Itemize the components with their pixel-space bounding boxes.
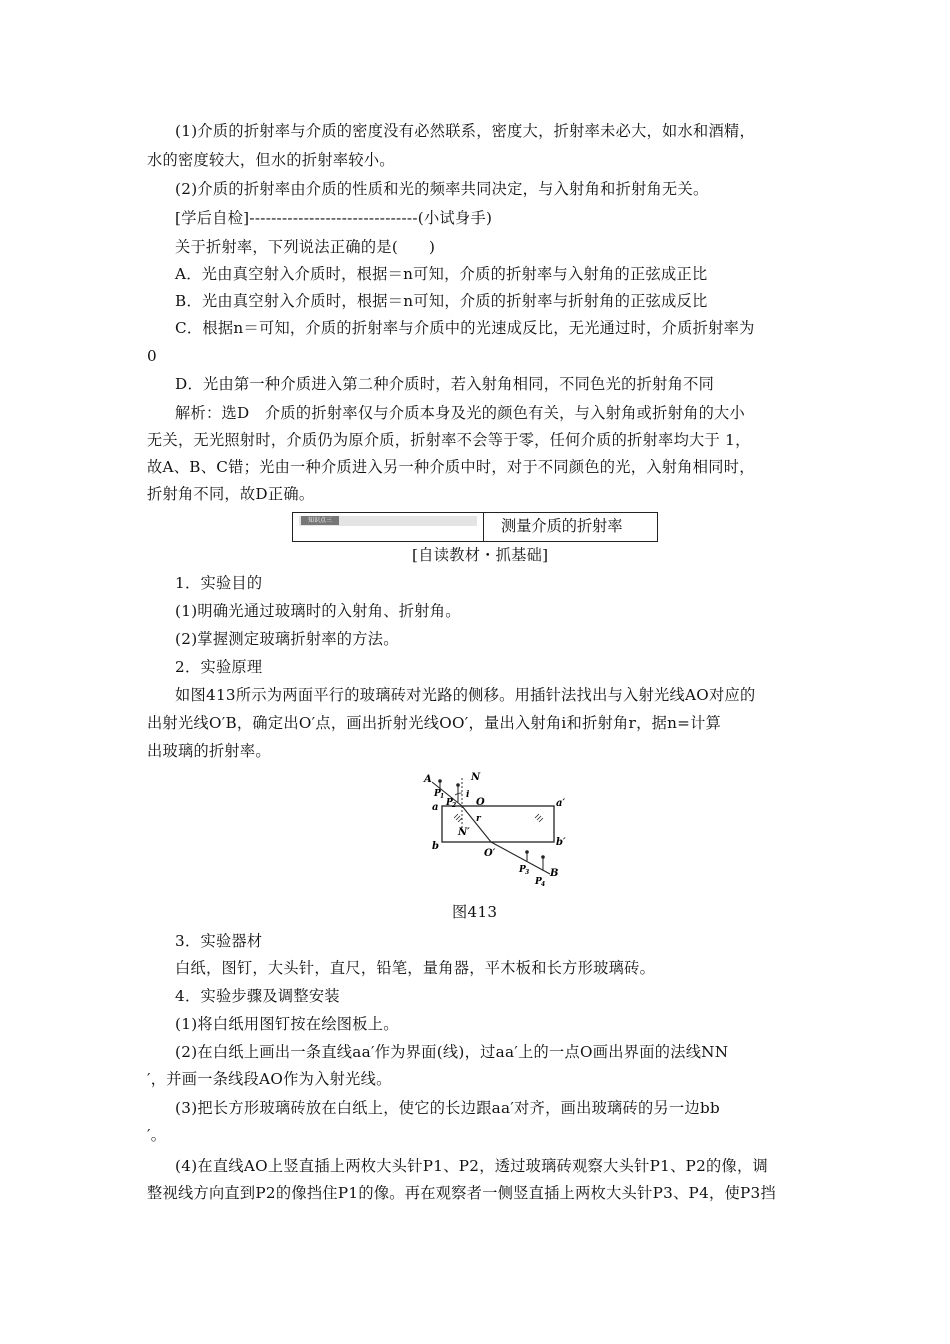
heading-steps: 4．实验步骤及调整安装 bbox=[175, 987, 340, 1005]
label-n-prime: N′ bbox=[458, 827, 470, 838]
question-stem: 关于折射率，下列说法正确的是( ) bbox=[175, 238, 436, 256]
label-n: N bbox=[471, 772, 481, 783]
label-i: i bbox=[466, 790, 470, 800]
label-p2: P bbox=[446, 798, 453, 808]
step-3-line-1: (3)把长方形玻璃砖放在白纸上，使它的长边跟aa′对齐，画出玻璃砖的另一边bb bbox=[175, 1099, 721, 1117]
heading-purpose: 1．实验目的 bbox=[175, 574, 263, 592]
label-a: a bbox=[432, 802, 439, 813]
section-divider bbox=[483, 513, 484, 541]
note-1-line-1: (1)介质的折射率与介质的密度没有必然联系，密度大，折射率未必大，如水和酒精， bbox=[175, 122, 755, 140]
label-p4: P bbox=[535, 877, 542, 887]
label-p1-sub: 1 bbox=[440, 793, 445, 800]
step-2-line-2: ′，并画一条线段AO作为入射光线。 bbox=[147, 1070, 392, 1088]
step-1: (1)将白纸用图钉按在绘图板上。 bbox=[175, 1015, 399, 1033]
label-p4-sub: 4 bbox=[541, 881, 546, 888]
pin-p2-head bbox=[456, 783, 460, 787]
section-title: 测量介质的折射率 bbox=[501, 517, 623, 535]
label-a-point: A bbox=[424, 774, 432, 785]
pin-p1-head bbox=[438, 779, 442, 783]
note-2: (2)介质的折射率由介质的性质和光的频率共同决定，与入射角和折射角无关。 bbox=[175, 180, 709, 198]
refraction-diagram bbox=[418, 770, 578, 890]
answer-line-1: 解析：选D 介质的折射率仅与介质本身及光的颜色有关，与入射角或折射角的大小 bbox=[175, 404, 746, 422]
principle-line-2: 出射光线O′B，确定出O′点，画出折射光线OO′，量出入射角i和折射角r，据n=计算 bbox=[147, 714, 722, 732]
label-p2-sub: 2 bbox=[452, 802, 457, 809]
pin-p4-head bbox=[541, 855, 545, 859]
self-check-header: [学后自检]-------------------------------(小试身手) bbox=[175, 209, 493, 227]
figure-caption: 图413 bbox=[452, 903, 498, 921]
note-1-line-2: 水的密度较大，但水的折射率较小。 bbox=[147, 151, 395, 169]
step-3-line-2: ′。 bbox=[147, 1126, 167, 1144]
label-p3: P bbox=[519, 865, 526, 875]
heading-principle: 2．实验原理 bbox=[175, 658, 263, 676]
purpose-1: (1)明确光通过玻璃时的入射角、折射角。 bbox=[175, 602, 461, 620]
label-p1: P bbox=[434, 789, 441, 799]
label-b-point: B bbox=[550, 868, 559, 879]
label-b: b bbox=[432, 841, 439, 852]
label-p3-sub: 3 bbox=[525, 869, 530, 876]
answer-line-2: 无关，无光照射时，介质仍为原介质，折射率不会等于零，任何介质的折射率均大于 1， bbox=[147, 431, 751, 449]
label-b-prime: b′ bbox=[556, 837, 566, 848]
option-d: D．光由第一种介质进入第二种介质时，若入射角相同，不同色光的折射角不同 bbox=[175, 375, 715, 393]
principle-line-1: 如图413所示为两面平行的玻璃砖对光路的侧移。用插针法找出与入射光线AO对应的 bbox=[175, 686, 756, 704]
principle-line-3: 出玻璃的折射率。 bbox=[147, 742, 271, 760]
section-header-box bbox=[292, 512, 658, 542]
step-4-line-2: 整视线方向直到P2的像挡住P1的像。再在观察者一侧竖直插上两枚大头针P3、P4，使P3挡 bbox=[147, 1184, 776, 1202]
materials-list: 白纸，图钉，大头针，直尺，铅笔，量角器，平木板和长方形玻璃砖。 bbox=[175, 959, 656, 977]
option-c-line-2: 0 bbox=[147, 347, 157, 365]
step-2-line-1: (2)在白纸上画出一条直线aa′作为界面(线)，过aa′上的一点O画出界面的法线NN bbox=[175, 1043, 729, 1061]
step-4-line-1: (4)在直线AO上竖直插上两枚大头针P1、P2，透过玻璃砖观察大头针P1、P2的像，调 bbox=[175, 1157, 768, 1175]
pin-p3-head bbox=[525, 850, 529, 854]
heading-materials: 3．实验器材 bbox=[175, 932, 263, 950]
section-subtitle: [自读教材・抓基础] bbox=[412, 546, 549, 564]
section-tag: 知识点三 bbox=[301, 516, 339, 525]
answer-line-3: 故A、B、C错；光由一种介质进入另一种介质中时，对于不同颜色的光，入射角相同时， bbox=[147, 458, 755, 476]
option-c-line-1: C．根据n＝可知，介质的折射率与介质中的光速成反比，无光通过时，介质折射率为 bbox=[175, 319, 755, 337]
label-o: O bbox=[476, 797, 485, 808]
purpose-2: (2)掌握测定玻璃折射率的方法。 bbox=[175, 630, 399, 648]
label-a-prime: a′ bbox=[556, 798, 566, 809]
option-a: A．光由真空射入介质时，根据＝n可知，介质的折射率与入射角的正弦成正比 bbox=[175, 265, 708, 283]
label-o-prime: O′ bbox=[484, 848, 496, 859]
option-b: B．光由真空射入介质时，根据＝n可知，介质的折射率与折射角的正弦成反比 bbox=[175, 292, 708, 310]
answer-line-4: 折射角不同，故D正确。 bbox=[147, 485, 315, 503]
label-r: r bbox=[476, 814, 481, 824]
